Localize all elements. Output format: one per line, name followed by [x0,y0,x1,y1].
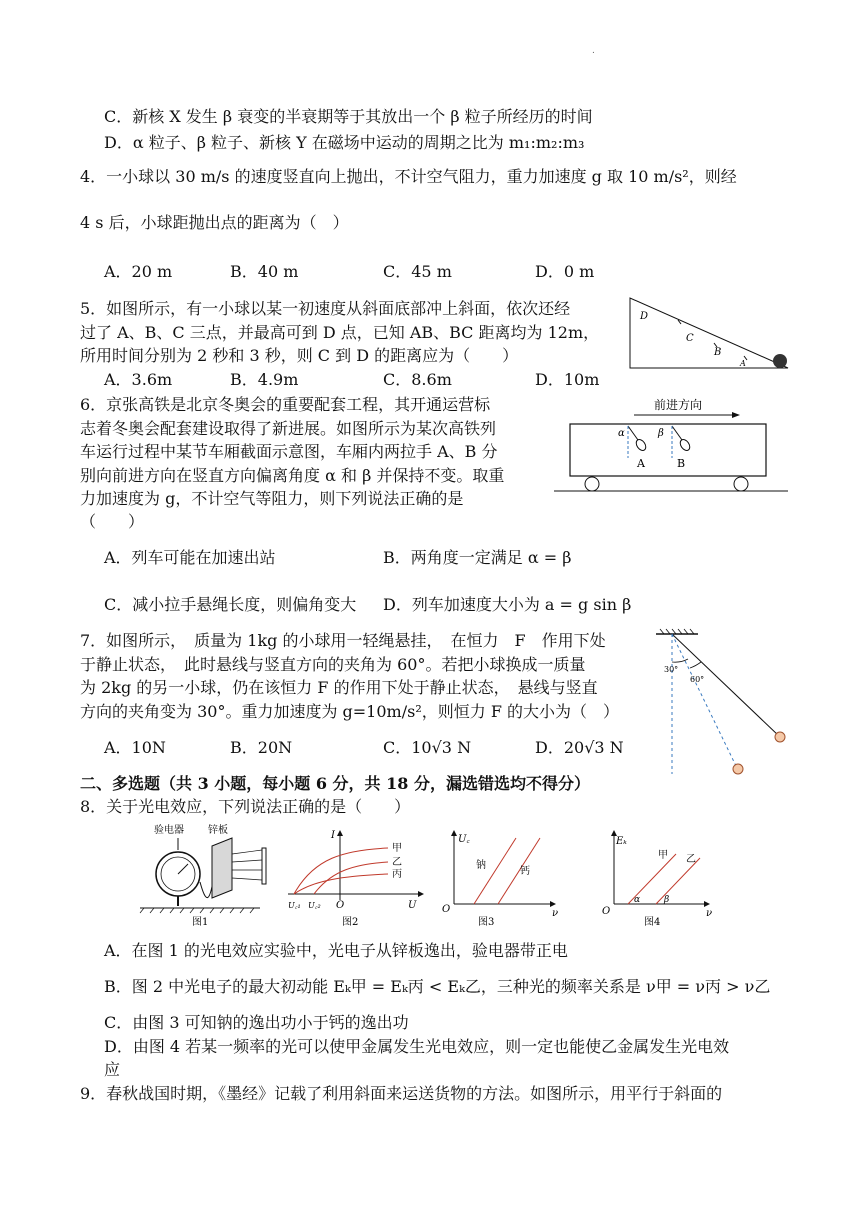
q4-option-b: B．40 m [230,262,299,281]
label-30: 30° [664,665,679,674]
fig2-y-arrow [337,830,343,836]
fig2-caption: 图2 [342,917,359,928]
q7-option-d: D．20√3 N [535,738,624,757]
q6-option-b: B．两角度一定满足 α = β [383,548,572,567]
fig2-curve-bing [294,874,388,894]
direction-arrowhead [732,412,740,418]
q8-option-a: A．在图 1 的光电效应实验中，光电子从锌板逸出，验电器带正电 [104,941,568,960]
q8-option-b: B．图 2 中光电子的最大初动能 Eₖ甲 = Eₖ丙 < Eₖ乙，三种光的频率关系是 ν甲 = ν丙 > ν乙 [104,977,771,996]
q5-option-d: D．10m [535,370,600,389]
q6-train-figure [554,396,790,496]
label-a: A [637,457,645,470]
arc-60 [690,662,701,668]
fig3-x-arrow [550,901,556,907]
fig4-label-jia: 甲 [658,850,668,861]
q6-option-c: C．减小拉手悬绳长度，则偏角变大 [104,595,357,614]
q8-fig1 [140,824,280,928]
fig4-label-beta: β [664,895,670,905]
q4-stem-line2: 4 s 后，小球距抛出点的距离为（ ） [80,213,349,232]
q6-stem-line6: （ ） [80,512,145,531]
fig2-xlabel: U [408,900,417,911]
fig4-caption: 图4 [644,917,661,928]
strap-b [672,426,682,440]
direction-label: 前进方向 [654,398,703,412]
fig3-y-arrow [451,830,457,836]
q7-option-a: A．10N [104,738,166,757]
q8-stem: 8．关于光电效应，下列说法正确的是（ ） [80,797,411,816]
q8-option-d-line2: 应 [104,1060,121,1079]
fig2-origin: O [336,900,345,911]
q7-stem-line1: 7．如图所示， 质量为 1kg 的小球用一轻绳悬挂， 在恒力 F 作用下处 [80,631,606,650]
label-c: C [686,333,694,344]
q8-fig3 [440,828,560,930]
q4-option-d: D．0 m [535,262,595,281]
q6-option-a: A．列车可能在加速出站 [104,548,276,567]
string-60 [672,634,779,736]
label-d: D [640,311,649,322]
fig4-x-arrow [704,901,710,907]
lamp [262,848,266,884]
label-zinc-plate: 锌板 [208,825,228,836]
q5-option-b: B．4.9m [230,370,299,389]
q4-option-c: C．45 m [383,262,452,281]
base-hatch [140,908,254,913]
label-alpha: α [618,428,625,439]
fig2-curve-jia [294,848,388,894]
q5-stem-line1: 5．如图所示，有一小球以某一初速度从斜面底部冲上斜面，依次还经 [80,299,571,318]
q8-fig4 [600,828,720,930]
label-b: B [714,347,722,358]
label-b: B [677,457,686,470]
q3-option-c: C．新核 X 发生 β 衰变的半衰期等于其放出一个 β 粒子所经历的时间 [104,107,593,126]
fig4-origin: O [602,906,611,917]
q5-stem-line3: 所用时间分别为 2 秒和 3 秒，则 C 到 D 的距离应为（ ） [80,346,519,365]
q5-stem-line2: 过了 A、B、C 三点，并最高可到 D 点，已知 AB、BC 距离均为 12m， [80,323,600,342]
fig2-tick-uc1: U꜀₁ [288,901,301,910]
train-car [570,424,766,476]
q3-option-d: D．α 粒子、β 粒子、新核 Y 在磁场中运动的周期之比为 m₁:m₂:m₃ [104,133,585,152]
fig4-ylabel: Eₖ [616,836,627,847]
strap-a [628,426,638,440]
fig2-tick-uc2: U꜀₂ [308,901,321,910]
q9-stem-line1: 9．春秋战国时期，《墨经》记载了利用斜面来运送货物的方法。如图所示，用平行于斜面的 [80,1084,723,1103]
q6-stem-line1: 6．京张高铁是北京冬奥会的重要配套工程，其开通运营标 [80,395,491,414]
incline-triangle [630,298,788,368]
fig2-ylabel: I [331,830,335,841]
q8-option-c: C．由图 3 可知钠的逸出功小于钙的逸出功 [104,1013,409,1032]
wheel-left [585,477,599,491]
label-60: 60° [690,675,705,684]
q6-option-d: D．列车加速度大小为 a = g sin β [383,595,632,614]
light-rays [232,850,262,880]
fig3-label-na: 钠 [476,860,486,871]
handle-a [634,438,647,452]
string-30 [672,634,737,768]
q5-incline-figure [628,296,798,370]
q7-stem-line4: 方向的夹角变为 30°。重力加速度为 g=10m/s²，则恒力 F 的大小为（ ） [80,702,620,721]
q6-stem-line4: 别向前进方向在竖直方向偏离角度 α 和 β 并保持不变。取重 [80,466,505,485]
fig4-label-alpha: α [634,895,641,905]
fig2-label-yi: 乙 [392,857,402,868]
fig1-caption: 图1 [192,917,209,928]
fig3-origin: O [442,904,451,915]
fig2-curve-yi [314,862,388,894]
ball-30 [733,764,743,774]
header-mark: . [592,46,595,56]
fig3-line-ca [498,838,540,904]
ball [773,354,787,368]
fig3-ylabel: U꜀ [458,834,470,845]
handle-b [678,438,691,452]
fig4-xlabel: ν [706,908,713,919]
q4-stem-line1: 4．一小球以 30 m/s 的速度竖直向上抛出，不计空气阻力，重力加速度 g 取 10 m/s²，则经 [80,167,737,186]
zinc-plate [212,838,232,898]
q7-option-b: B．20N [230,738,293,757]
label-electroscope: 验电器 [154,825,184,836]
fig3-label-ca: 钙 [520,866,530,877]
q8-option-d-line1: D．由图 4 若某一频率的光可以使甲金属发生光电效应，则一定也能使乙金属发生光电效 [104,1037,730,1056]
fig3-xlabel: ν [552,908,559,919]
label-a: A [740,359,746,368]
wheel-right [734,477,748,491]
q7-option-c: C．10√3 N [383,738,472,757]
q7-stem-line2: 于静止状态， 此时悬线与竖直方向的夹角为 60°。若把小球换成一质量 [80,655,586,674]
fig3-line-na [474,838,516,904]
fig4-label-yi: 乙 [686,854,696,865]
q8-fig2 [284,828,424,930]
section-heading: 二、多选题（共 3 小题，每小题 6 分，共 18 分，漏选错选均不得分） [80,774,590,793]
q7-stem-line3: 为 2kg 的另一小球，仍在该恒力 F 的作用下处于静止状态， 悬线与竖直 [80,678,598,697]
label-beta: β [658,428,664,439]
q5-option-c: C．8.6m [383,370,452,389]
q6-stem-line3: 车运行过程中某节车厢截面示意图，车厢内两拉手 A、B 分 [80,442,498,461]
fig2-x-arrow [418,891,424,897]
fig3-caption: 图3 [478,917,495,928]
fig2-label-bing: 丙 [392,869,402,880]
q6-stem-line2: 志着冬奥会配套建设取得了新进展。如图所示为某次高铁列 [80,419,497,438]
ball-60 [775,732,785,742]
fig2-label-jia: 甲 [392,843,402,854]
q6-stem-line5: 力加速度为 g，不计空气等阻力，则下列说法正确的是 [80,489,464,508]
q4-option-a: A．20 m [104,262,173,281]
q5-option-a: A．3.6m [104,370,173,389]
q7-pendulum-figure [650,628,790,778]
